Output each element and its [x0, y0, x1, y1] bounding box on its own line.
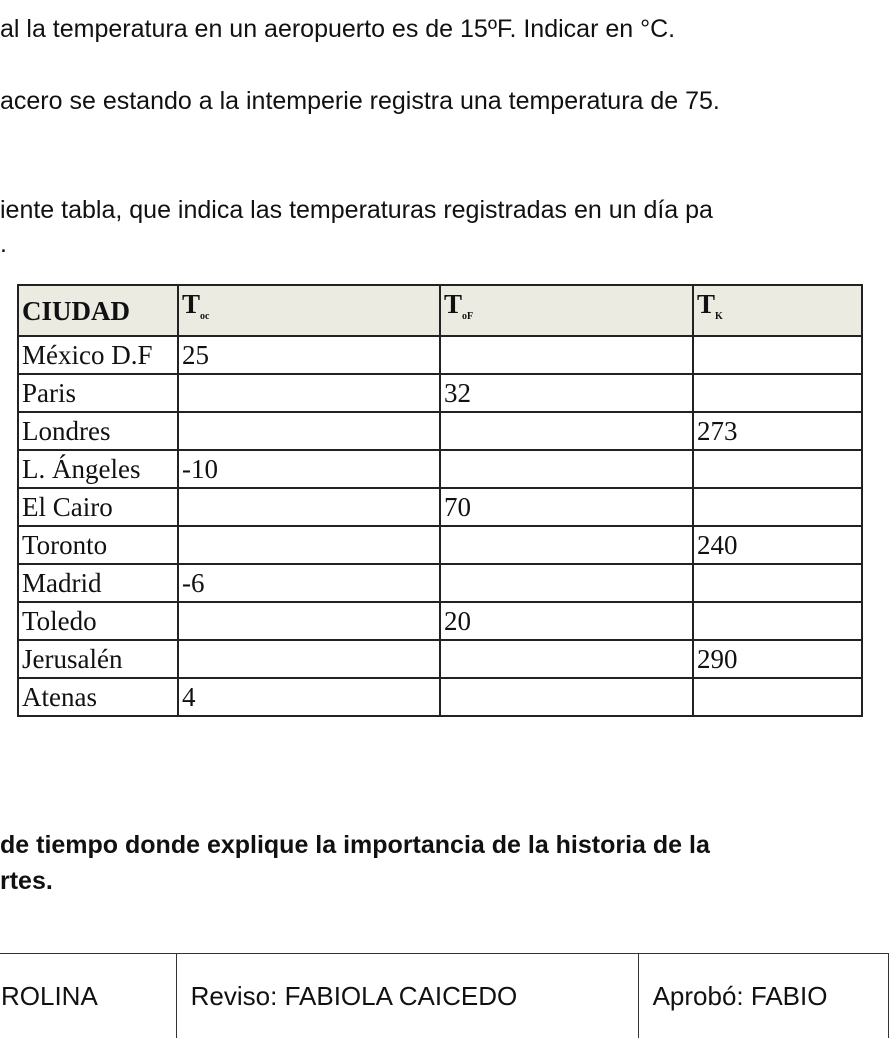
cell-city: Paris — [18, 374, 178, 412]
footer-approved: Aprobó: FABIO — [638, 954, 888, 1038]
cell-fahrenheit: 70 — [440, 488, 693, 526]
cell-fahrenheit — [440, 564, 693, 602]
table-row — [18, 412, 862, 450]
question-line-3: iente tabla, que indica las temperaturas registradas en un día pa — [0, 195, 713, 225]
table-row — [18, 640, 862, 678]
cell-city: El Cairo — [18, 488, 178, 526]
cell-city: Jerusalén — [18, 640, 178, 678]
cell-celsius: -10 — [178, 450, 440, 488]
cell-celsius — [178, 488, 440, 526]
cell-celsius — [178, 640, 440, 678]
question-line-4: . — [0, 229, 7, 259]
cell-city: Toledo — [18, 602, 178, 640]
cell-kelvin — [693, 564, 862, 602]
cell-kelvin — [693, 678, 862, 716]
header-kelvin: $T_K$ — [693, 285, 862, 336]
cell-fahrenheit — [440, 336, 693, 374]
table-row — [18, 602, 862, 640]
cell-celsius: -6 — [178, 564, 440, 602]
cell-kelvin — [693, 488, 862, 526]
cell-fahrenheit — [440, 412, 693, 450]
task-line-1: de tiempo donde explique la importancia de la historia de la — [0, 830, 710, 860]
cell-kelvin — [693, 602, 862, 640]
cell-kelvin: 290 — [693, 640, 862, 678]
cell-celsius — [178, 526, 440, 564]
footer-made-by: ROLINA — [0, 954, 176, 1038]
header-celsius: $T_{oc}$ — [178, 285, 440, 336]
cell-celsius — [178, 412, 440, 450]
cell-fahrenheit: 32 — [440, 374, 693, 412]
cell-kelvin — [693, 374, 862, 412]
footer-reviewed: Reviso: FABIOLA CAICEDO — [176, 954, 638, 1038]
table-row — [18, 336, 862, 374]
table-row — [18, 374, 862, 412]
cell-city: Toronto — [18, 526, 178, 564]
cell-city: Atenas — [18, 678, 178, 716]
header-fahrenheit: $T_{oF}$ — [440, 285, 693, 336]
table-row — [18, 526, 862, 564]
cell-fahrenheit — [440, 526, 693, 564]
table-header-row — [18, 285, 862, 336]
cell-city: Londres — [18, 412, 178, 450]
table-row — [18, 488, 862, 526]
cell-kelvin — [693, 450, 862, 488]
cell-kelvin — [693, 336, 862, 374]
signature-footer — [0, 953, 889, 1038]
cell-celsius: 25 — [178, 336, 440, 374]
cell-celsius — [178, 374, 440, 412]
table-row — [18, 678, 862, 716]
cell-city: L. Ángeles — [18, 450, 178, 488]
cell-celsius: 4 — [178, 678, 440, 716]
table-row — [18, 450, 862, 488]
cell-celsius — [178, 602, 440, 640]
table-row — [18, 564, 862, 602]
cell-fahrenheit — [440, 450, 693, 488]
temperature-table — [17, 284, 863, 717]
task-line-2: rtes. — [0, 866, 53, 896]
question-line-1: al la temperatura en un aeropuerto es de 15ºF. Indicar en °C. — [0, 14, 675, 44]
cell-kelvin: 240 — [693, 526, 862, 564]
cell-kelvin: 273 — [693, 412, 862, 450]
cell-fahrenheit — [440, 640, 693, 678]
cell-city: Madrid — [18, 564, 178, 602]
header-ciudad: CIUDAD — [18, 285, 178, 336]
footer-row — [0, 954, 889, 1038]
question-line-2: acero se estando a la intemperie registra una temperatura de 75. — [0, 86, 720, 116]
cell-fahrenheit — [440, 678, 693, 716]
cell-fahrenheit: 20 — [440, 602, 693, 640]
cell-city: México D.F — [18, 336, 178, 374]
